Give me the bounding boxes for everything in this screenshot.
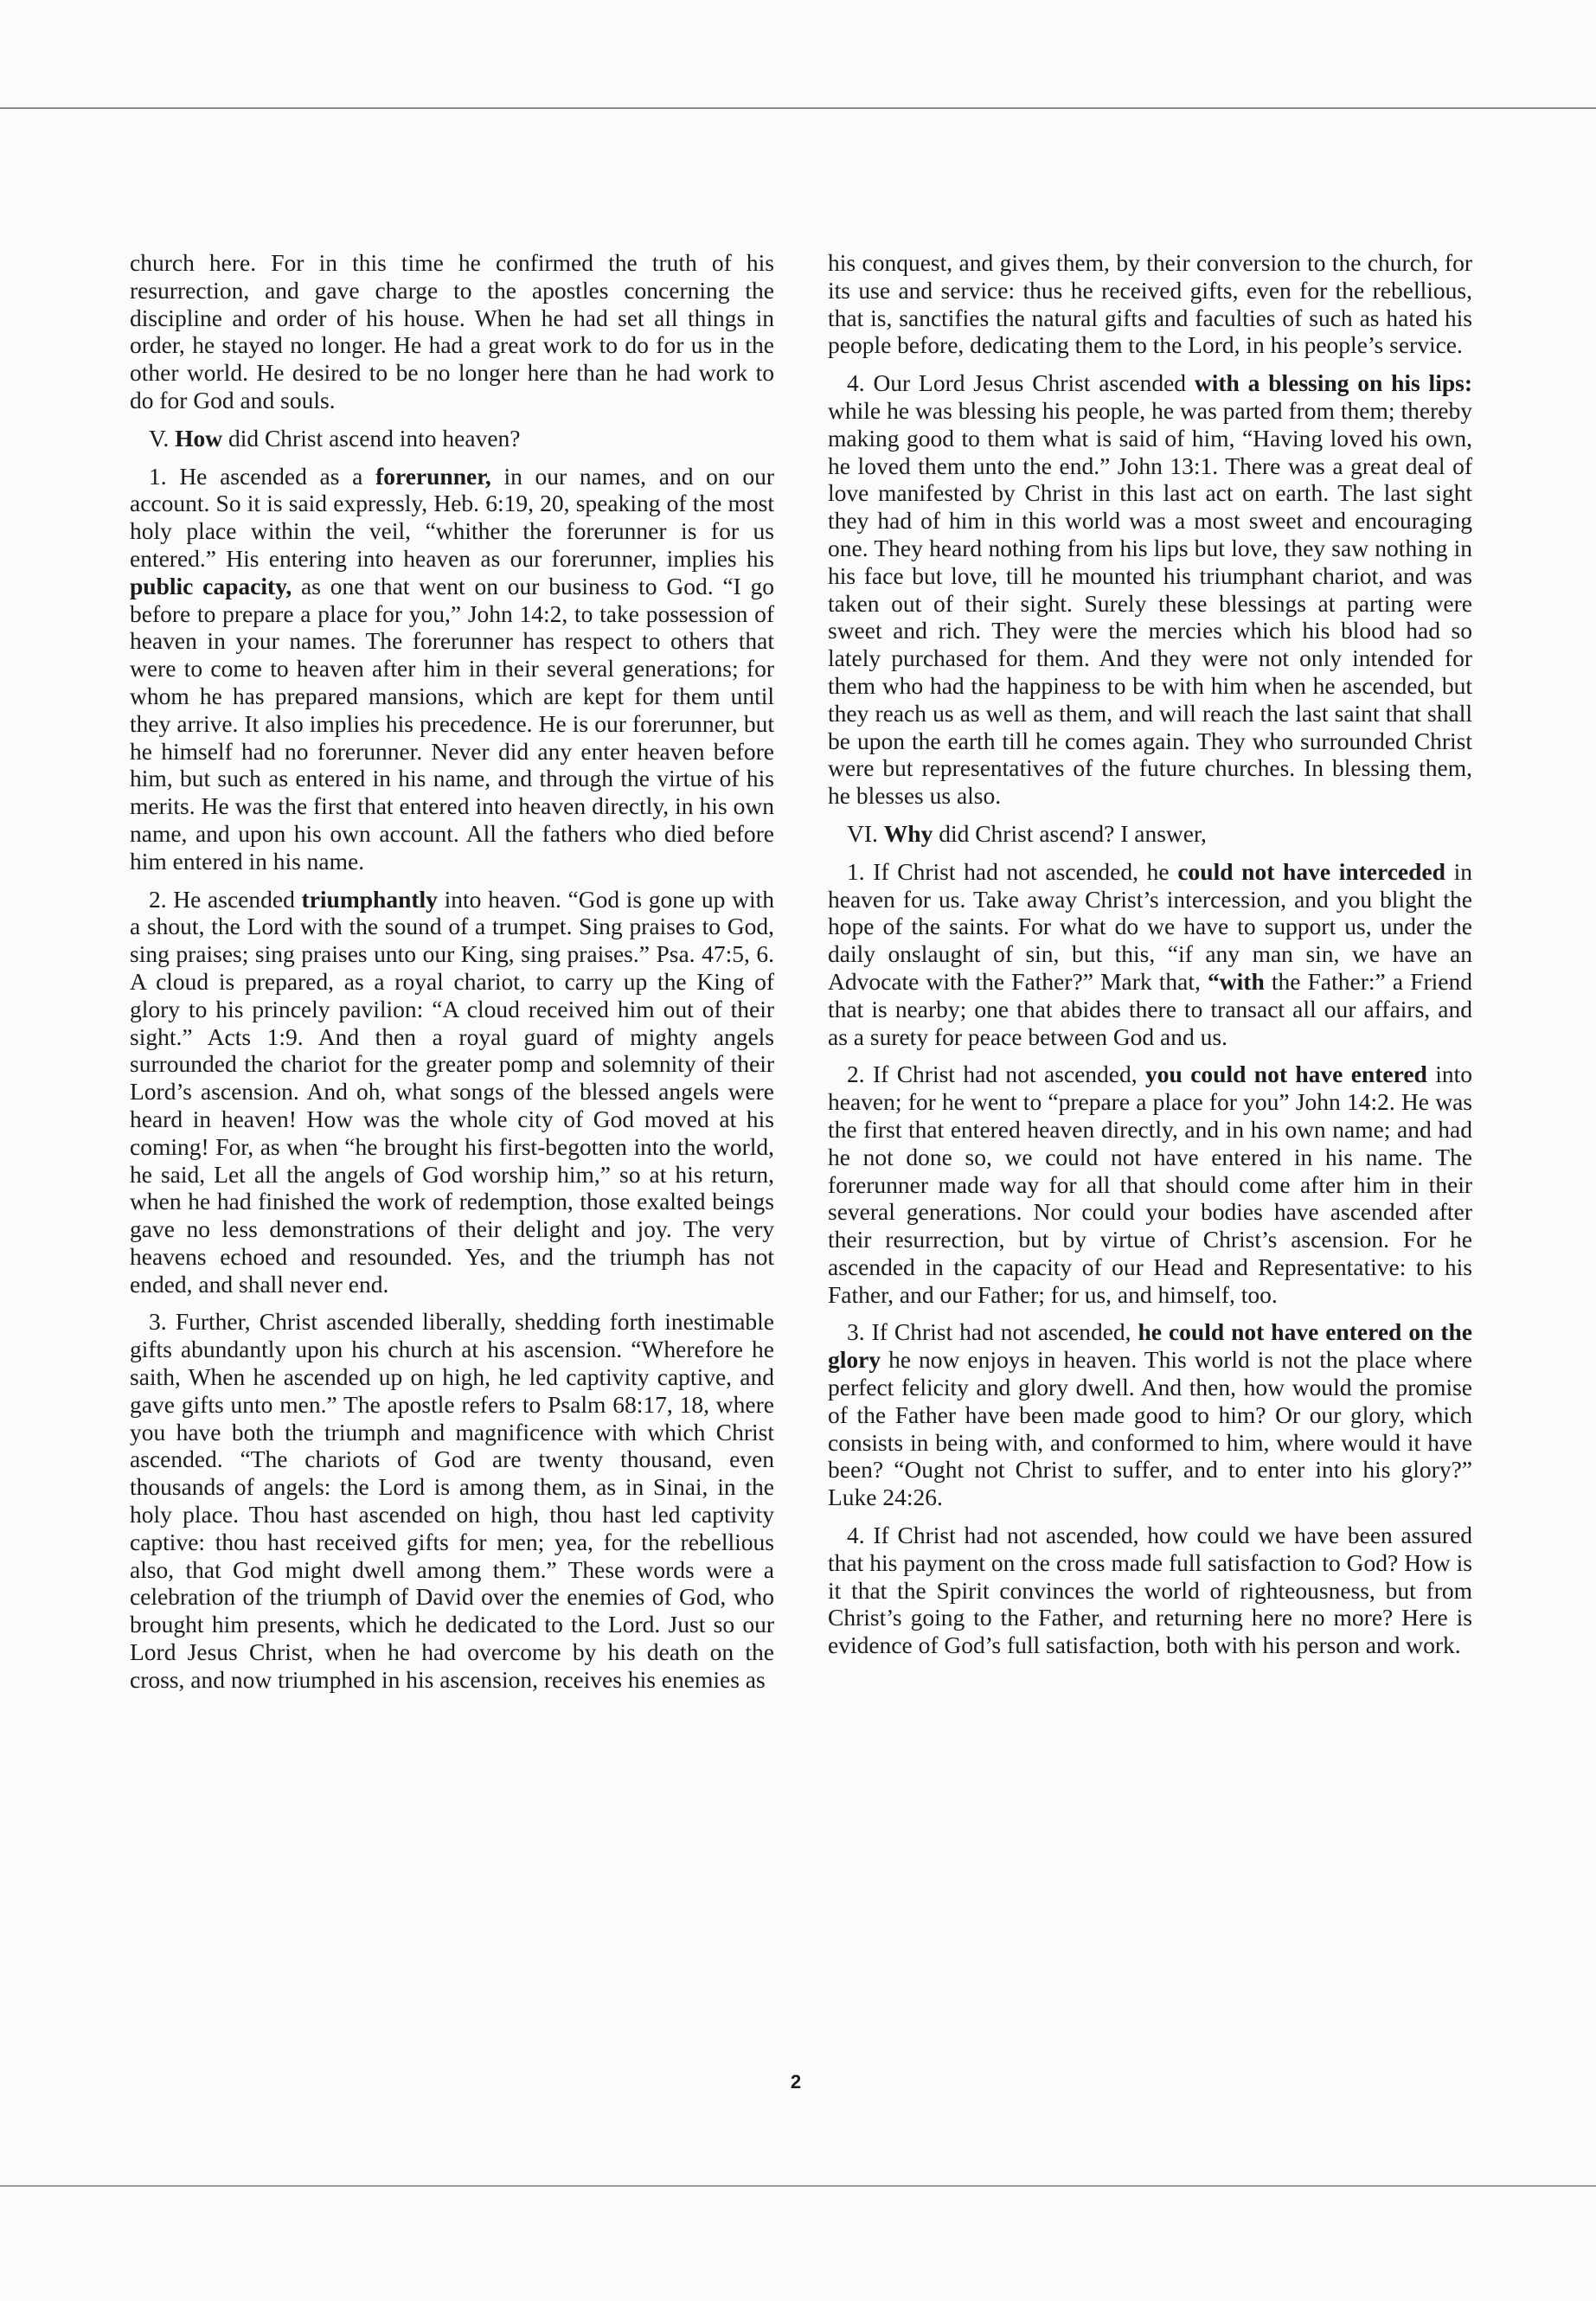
page-number: 2 [790, 2071, 802, 2093]
left-column [130, 249, 774, 1704]
paragraph: 1. If Christ had not ascended, he could not have interceded in heaven for us. Take away Christ’s intercession, and you blight the hope of the saints. For what do we have to support us, under the daily onslaught of sin, but this, “if any man sin, we have an Advocate with the Father?” Mark that, “with the Father:” a Friend that is nearby; one that abides there to transact all our affairs, and as a surety for peace between God and us. [828, 857, 1472, 1050]
paragraph: 4. If Christ had not ascended, how could we have been assured that his payment on the cross made full satisfaction to God? How is it that the Spirit convinces the world of righteousness, but from Christ’s going to the Father, and returning here no more? Here is evidence of God’s full satisfaction, both with his person and work. [828, 1522, 1472, 1659]
paragraph: 1. He ascended as a forerunner, in our names, and on our account. So it is said expressly, Heb. 6:19, 20, speaking of the most holy place within the veil, “whither the forerunner is for us entered.” His entering into heaven as our forerunner, implies his public capacity, as one that went on our business to God. “I go before to prepare a place for you,” John 14:2, to take possession of heaven in your names. The forerunner has respect to others that were to come to heaven after him in their several generations; for whom he has prepared mansions, which are kept for them until they arrive. It also implies his precedence. He is our forerunner, but he himself had no forerunner. Never did any enter heaven before him, but such as entered in his name, and through the virtue of his merits. He was the first that entered into heaven directly, in his own name, and upon his own account. All the fathers who died before him entered in his name. [130, 462, 774, 875]
paragraph: 2. He ascended triumphantly into heaven. “God is gone up with a shout, the Lord with the sound of a trumpet. Sing praises to God, sing praises; sing praises unto our King, sing praises.” Psa. 47:5, 6. A cloud is prepared, as a royal chariot, to carry up the King of glory to his princely pavilion: “A cloud received him out of their sight.” Acts 1:9. And then a royal guard of mighty angels surrounded the chariot for the greater pomp and solemnity of their Lord’s ascension. And oh, what songs of the blessed angels were heard in heaven! How was the whole city of God moved at his coming! For, as when “he brought his first-begotten into the world, he said, Let all the angels of God worship him,” so at his return, when he had finished the work of redemption, those exalted beings gave no less demonstrations of their delight and joy. The very heavens echoed and resounded. Yes, and the triumph has not ended, and shall never end. [130, 885, 775, 1298]
bottom-divider [0, 2185, 1596, 2187]
right-column [828, 249, 1472, 1670]
paragraph: his conquest, and gives them, by their conversion to the church, for its use and service: thus he received gifts, even for the rebellious, that is, sanctifies the natural gifts and faculties of such as hated his people before, dedicating them to the Lord, in his people’s service. [828, 249, 1472, 359]
top-divider [0, 107, 1596, 109]
paragraph: 4. Our Lord Jesus Christ ascended with a blessing on his lips: while he was blessing his people, he was parted from them; thereby making good to them what is said of him, “Having loved his own, he loved them unto the end.” John 13:1. There was a great deal of love manifested by Christ in this last act on earth. The last sight they had of him in this world was a most sweet and encouraging one. They heard nothing from his lips but love, they saw nothing in his face but love, till he mounted his triumphant chariot, and was taken out of their sight. Surely these blessings at parting were sweet and rich. They were the mercies which his blood had so lately purchased for them. And they were not only intended for them who had the happiness to be with him when he ascended, but they reach us as well as them, and will reach the last saint that shall be upon the earth till he comes again. They who surrounded Christ were but representatives of the future churches. In blessing them, he blesses us also. [828, 369, 1472, 810]
paragraph: 3. Further, Christ ascended liberally, shedding forth inestimable gifts abundantly upon his church at his ascension. “Wherefore he saith, When he ascended up on high, he led captivity captive, and gave gifts unto men.” The apostle refers to Psalm 68:17, 18, where you have both the triumph and magnificence with which Christ ascended. “The chariots of God are twenty thousand, even thousands of angels: the Lord is among them, as in Sinai, in the holy place. Thou hast ascended on high, thou hast led captivity captive: thou hast received gifts for men; yea, for the rebellious also, that God might dwell among them.” These words were a celebration of the triumph of David over the enemies of God, who brought him presents, which he dedicated to the Lord. Just so our Lord Jesus Christ, when he had overcome by his death on the cross, and now triumphed in his ascension, receives his enemies as [130, 1308, 774, 1693]
paragraph: 2. If Christ had not ascended, you could not have entered into heaven; for he went to “prepare a place for you” John 14:2. He was the first that entered heaven directly, and in his own name; and had he not done so, we could not have entered in his name. The forerunner made way for all that should come after him in their several generations. Nor could your bodies have ascended after their resurrection, but by virtue of Christ’s ascension. For he ascended in the capacity of our Head and Representative: to his Father, and our Father; for us, and himself, too. [828, 1061, 1472, 1308]
paragraph: church here. For in this time he confirmed the truth of his resurrection, and gave charge to the apostles concerning the discipline and order of his house. When he had set all things in order, he stayed no longer. He had a great work to do for us in the other world. He desired to be no longer here than he had work to do for God and souls. [130, 249, 774, 413]
section-heading-v: V. How did Christ ascend into heaven? [149, 424, 521, 452]
section-heading-vi: VI. Why did Christ ascend? I answer, [847, 819, 1207, 847]
paragraph: 3. If Christ had not ascended, he could not have entered on the glory he now enjoys in heaven. This world is not the place where perfect felicity and glory dwell. And then, how would the promise of the Father have been made good to him? Or our glory, which consists in being with, and conformed to him, where would it have been? “Ought not Christ to suffer, and to enter into his glory?” Luke 24:26. [828, 1318, 1472, 1511]
